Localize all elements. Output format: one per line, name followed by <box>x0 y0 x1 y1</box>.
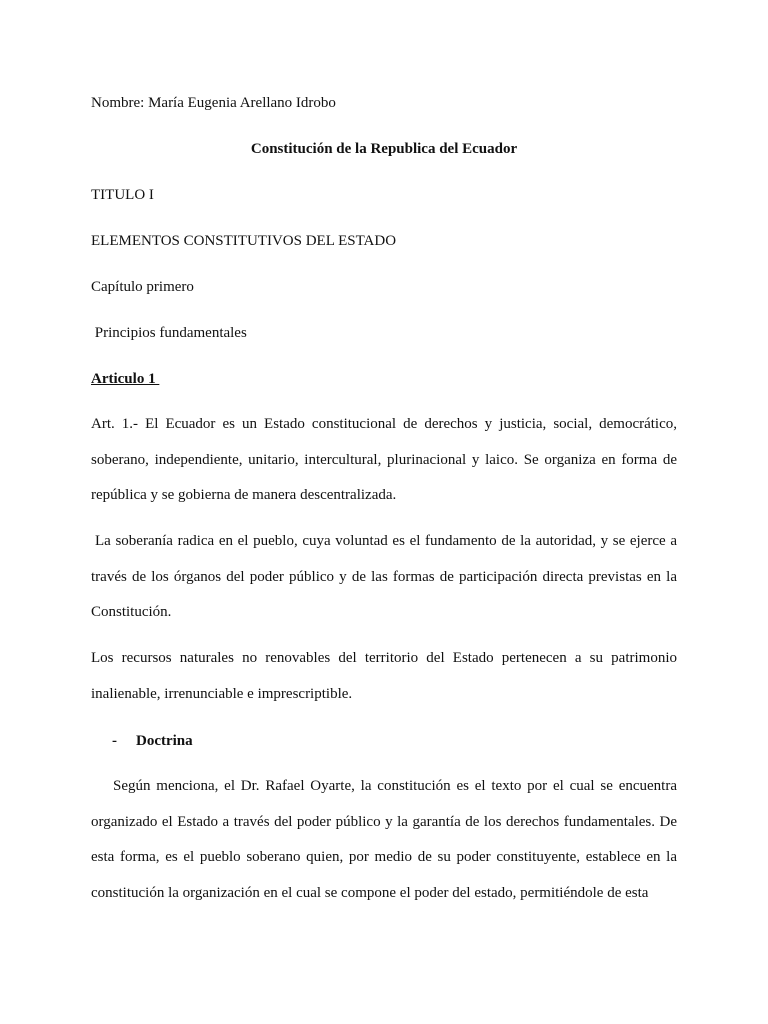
paragraph-1-text: Art. 1.- El Ecuador es un Estado constitucional de derechos y justicia, social, democrático, soberano, independiente, unitario, intercultural, plurinacional y laico. Se organiza en forma de república y se gobierna de manera descentralizada. <box>91 416 677 503</box>
bullet-marker: - <box>112 733 117 749</box>
document-title: Constitución de la Republica del Ecuador <box>250 141 518 157</box>
doctrina-heading: Doctrina <box>136 733 193 749</box>
article-paragraph-1 <box>91 407 677 514</box>
paragraph-2-text: La soberanía radica en el pueblo, cuya voluntad es el fundamento de la autoridad, y se ejerce a través de los órganos del poder público y de las formas de participación directa previstas en la Constitución. <box>91 533 677 620</box>
article-paragraph-2 <box>91 524 677 631</box>
paragraph-4-text: Según menciona, el Dr. Rafael Oyarte, la constitución es el texto por el cual se encuentra organizado el Estado a través del poder público y la garantía de los derechos fundamentales. De esta forma, es el pueblo soberano quien, por medio de su poder constituyente, establece en la constitución la organización en el cual se compone el poder del estado, permitiéndole de esta <box>91 778 677 901</box>
article-paragraph-3 <box>91 641 677 712</box>
titulo-heading: TITULO I <box>91 187 154 203</box>
titulo-name: ELEMENTOS CONSTITUTIVOS DEL ESTADO <box>91 233 397 249</box>
author-line: Nombre: María Eugenia Arellano Idrobo <box>91 95 336 111</box>
doctrina-paragraph <box>91 769 677 911</box>
article-heading: Articulo 1 <box>91 371 160 387</box>
capitulo-heading: Capítulo primero <box>91 279 194 295</box>
paragraph-3-text: Los recursos naturales no renovables del territorio del Estado pertenecen a su patrimonio inalienable, irrenunciable e imprescriptible. <box>91 650 677 702</box>
capitulo-name: Principios fundamentales <box>91 325 247 341</box>
